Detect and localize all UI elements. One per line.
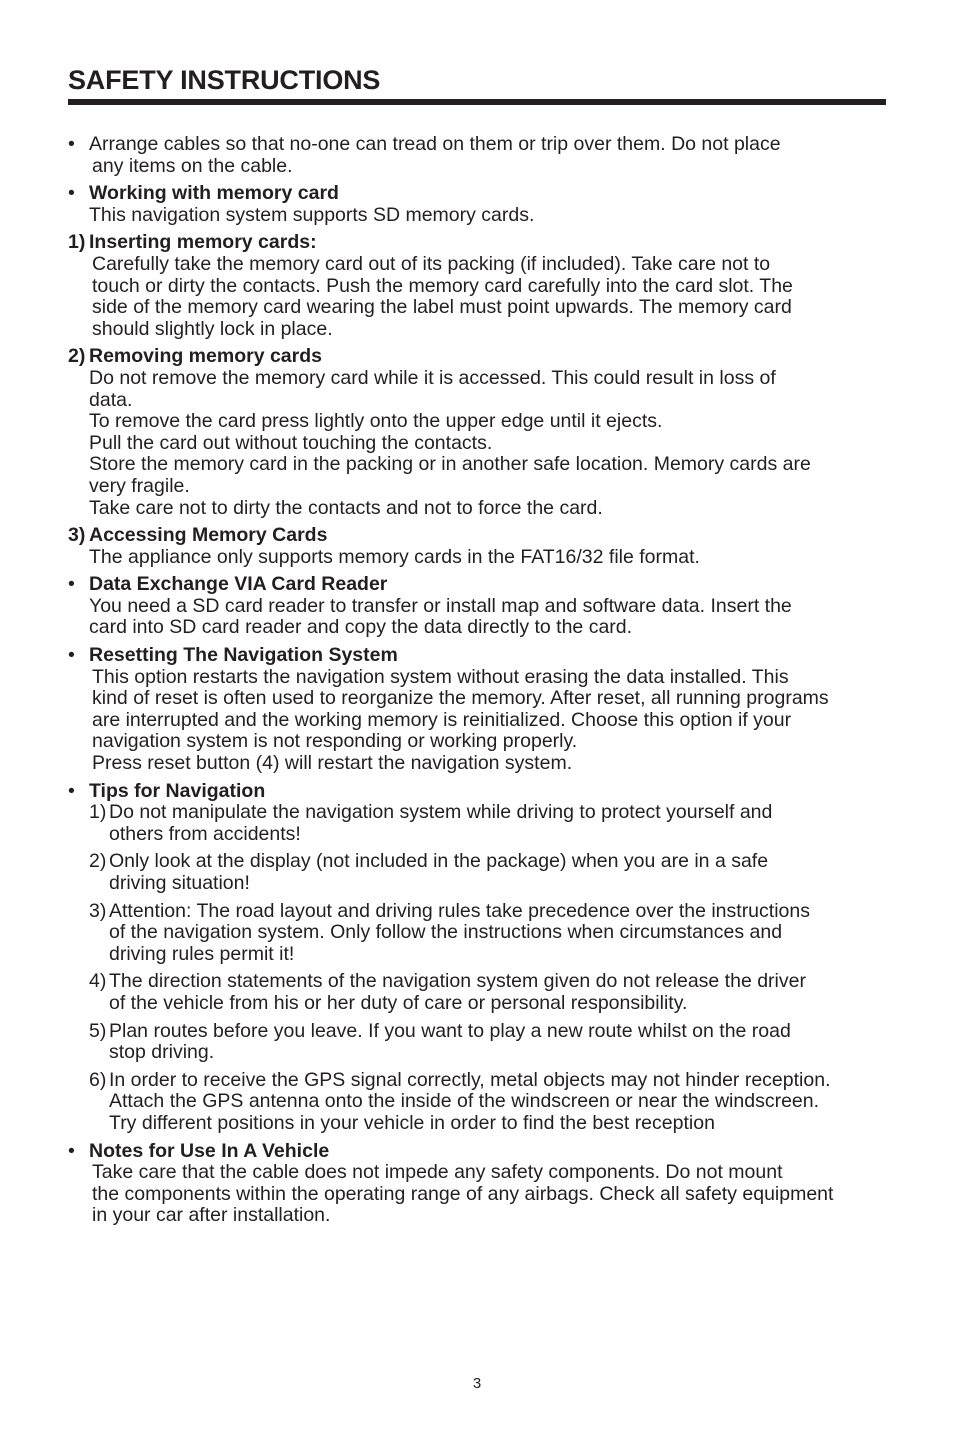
section-number: 1) — [68, 231, 86, 254]
paragraph-line: very fragile. — [89, 474, 190, 497]
tip-item — [89, 971, 888, 1014]
accessing-item — [68, 525, 888, 568]
section-heading: Notes for Use In A Vehicle — [89, 1139, 330, 1162]
paragraph-line: touch or dirty the contacts. Push the memory card carefully into the card slot. The — [92, 274, 793, 297]
paragraph-line: side of the memory card wearing the label must point upwards. The memory card — [92, 296, 792, 319]
paragraph-line: Take care that the cable does not impede any safety components. Do not mount — [92, 1161, 783, 1184]
paragraph-line: Do not remove the memory card while it is accessed. This could result in loss of — [89, 366, 776, 389]
tip-number: 3) — [89, 899, 107, 922]
section-heading: Accessing Memory Cards — [89, 524, 328, 547]
page-number: 3 — [472, 1375, 482, 1392]
bullet: • — [68, 1139, 75, 1162]
paragraph-line: In order to receive the GPS signal correctly, metal objects may not hinder reception. — [109, 1068, 831, 1091]
paragraph-line: Try different positions in your vehicle in order to find the best reception — [109, 1111, 715, 1134]
instructions-content — [68, 134, 888, 1233]
paragraph-line: stop driving. — [109, 1041, 215, 1064]
bullet: • — [68, 644, 75, 667]
paragraph-line: This navigation system supports SD memory cards. — [89, 203, 535, 226]
paragraph-line: To remove the card press lightly onto the upper edge until it ejects. — [89, 410, 663, 433]
tip-number: 1) — [89, 801, 107, 824]
tips-item — [68, 781, 888, 1135]
paragraph-line: Attach the GPS antenna onto the inside of the windscreen or near the windscreen. — [109, 1090, 820, 1113]
section-heading: Data Exchange VIA Card Reader — [89, 573, 388, 596]
paragraph-line: navigation system is not responding or working properly. — [92, 730, 578, 753]
paragraph-line: You need a SD card reader to transfer or install map and software data. Insert the — [89, 594, 792, 617]
paragraph-line: Press reset button (4) will restart the navigation system. — [92, 752, 573, 775]
paragraph-line: data. — [89, 388, 133, 411]
data-exchange-item — [68, 574, 888, 639]
paragraph-line: The direction statements of the navigation system given do not release the driver — [109, 970, 806, 993]
paragraph-line: Pull the card out without touching the contacts. — [89, 431, 493, 454]
section-heading: Removing memory cards — [89, 345, 323, 368]
tip-item — [89, 851, 888, 894]
memory-card-item — [68, 183, 888, 226]
paragraph-line: This option restarts the navigation system without erasing the data installed. This — [92, 665, 789, 688]
section-heading: Resetting The Navigation System — [89, 644, 398, 667]
bullet: • — [68, 182, 75, 205]
removing-item — [68, 346, 888, 519]
paragraph-line: others from accidents! — [109, 822, 301, 845]
paragraph-line: are interrupted and the working memory is reinitialized. Choose this option if your — [92, 708, 792, 731]
cables-item — [68, 134, 888, 177]
paragraph-line: of the navigation system. Only follow the instructions when circumstances and — [109, 921, 783, 944]
section-number: 2) — [68, 345, 86, 368]
tip-item — [89, 901, 888, 966]
tip-number: 5) — [89, 1019, 107, 1042]
tip-item — [89, 802, 888, 845]
tip-number: 4) — [89, 970, 107, 993]
section-heading: Tips for Navigation — [89, 779, 266, 802]
tips-list — [68, 802, 888, 1134]
tip-number: 6) — [89, 1068, 107, 1091]
paragraph-line: kind of reset is often used to reorganize the memory. After reset, all running programs — [92, 687, 829, 710]
paragraph-line: should slightly lock in place. — [92, 317, 333, 340]
page-title: SAFETY INSTRUCTIONS — [68, 65, 381, 95]
section-heading: Working with memory card — [89, 182, 339, 205]
paragraph-line: Do not manipulate the navigation system while driving to protect yourself and — [109, 801, 773, 824]
paragraph-line: The appliance only supports memory cards in the FAT16/32 file format. — [89, 545, 700, 568]
section-number: 3) — [68, 524, 86, 547]
paragraph-line: driving situation! — [109, 872, 250, 894]
paragraph-line: Plan routes before you leave. If you want to play a new route whilst on the road — [109, 1019, 791, 1042]
tip-number: 2) — [89, 850, 107, 873]
section-heading: Inserting memory cards: — [89, 231, 317, 254]
paragraph-line: Only look at the display (not included in the package) when you are in a safe — [109, 850, 769, 873]
paragraph-line: of the vehicle from his or her duty of care or personal responsibility. — [109, 991, 688, 1014]
paragraph-line: any items on the cable. — [92, 154, 293, 177]
paragraph-line: card into SD card reader and copy the data directly to the card. — [89, 616, 633, 639]
paragraph-line: Store the memory card in the packing or in another safe location. Memory cards are — [89, 453, 811, 476]
bullet: • — [68, 573, 75, 596]
paragraph-line: Take care not to dirty the contacts and not to force the card. — [89, 496, 603, 519]
vehicle-item — [68, 1141, 888, 1227]
paragraph-line: the components within the operating range of any airbags. Check all safety equipment — [92, 1182, 834, 1205]
paragraph-line: in your car after installation. — [92, 1204, 331, 1227]
bullet: • — [68, 779, 75, 802]
inserting-item — [68, 232, 888, 340]
paragraph-line: Attention: The road layout and driving rules take precedence over the instructions — [109, 899, 810, 922]
bullet: • — [68, 133, 75, 155]
tip-item — [89, 1070, 888, 1135]
resetting-item — [68, 645, 888, 775]
title-rule — [68, 99, 886, 105]
paragraph-line: driving rules permit it! — [109, 942, 295, 965]
tip-item — [89, 1021, 888, 1064]
paragraph-line: Carefully take the memory card out of its packing (if included). Take care not to — [92, 252, 771, 275]
paragraph-line: Arrange cables so that no-one can tread on them or trip over them. Do not place — [89, 133, 781, 155]
